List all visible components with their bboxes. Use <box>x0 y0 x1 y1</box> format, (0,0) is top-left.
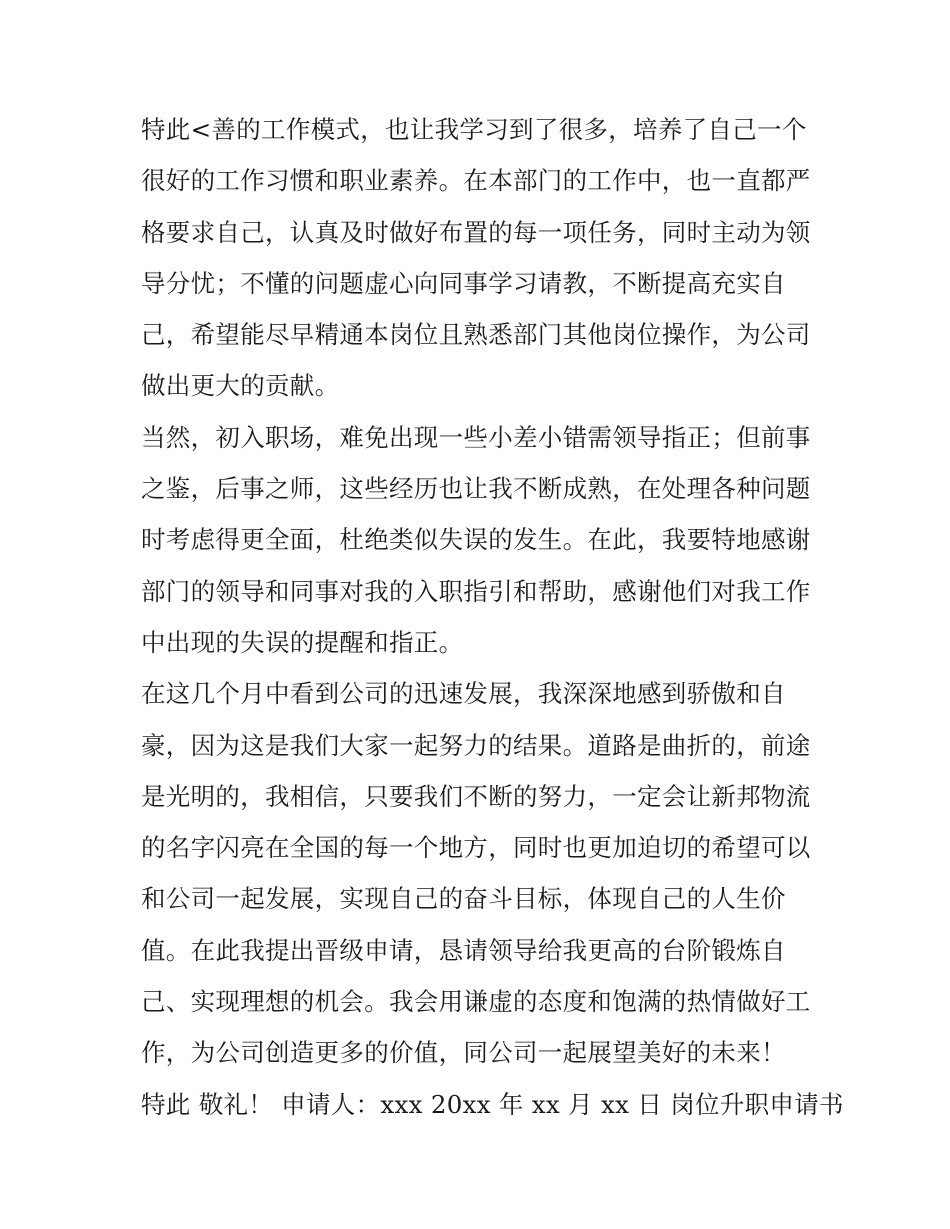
text-line: 之鉴，后事之师，这些经历也让我不断成熟，在处理各种问题 <box>141 474 811 504</box>
text-line: 的名字闪亮在全国的每一个地方，同时也更加迫切的希望可以 <box>141 833 811 863</box>
text-line: 特此<善的工作模式，也让我学习到了很多，培养了自己一个 <box>141 115 807 144</box>
text-line: 己，希望能尽早精通本岗位且熟悉部门其他岗位操作，为公司 <box>141 320 811 350</box>
text-line: 格要求自己，认真及时做好布置的每一项任务，同时主动为领 <box>141 217 811 247</box>
document-body <box>141 104 844 1130</box>
text-line: 值。在此我提出晋级申请，恳请领导给我更高的台阶锻炼自 <box>141 935 786 965</box>
text-line: 己、实现理想的机会。我会用谦虚的态度和饱满的热情做好工 <box>141 987 811 1017</box>
text-line: 豪，因为这是我们大家一起努力的结果。道路是曲折的，前途 <box>141 730 811 760</box>
text-line: 当然，初入职场，难免出现一些小差小错需领导指正；但前事 <box>141 422 811 452</box>
text-line: 做出更大的贡献。 <box>141 371 340 401</box>
text-line: 时考虑得更全面，杜绝类似失误的发生。在此，我要特地感谢 <box>141 525 811 555</box>
text-line: 很好的工作习惯和职业素养。在本部门的工作中，也一直都严 <box>141 166 811 196</box>
signature-line: 特此 敬礼！ 申请人：xxx 20xx 年 xx 月 xx 日 岗位升职申请书 <box>141 1089 844 1119</box>
text-line: 在这几个月中看到公司的迅速发展，我深深地感到骄傲和自 <box>141 679 786 709</box>
text-line: 作，为公司创造更多的价值，同公司一起展望美好的未来！ <box>141 1038 786 1068</box>
text-line: 中出现的失误的提醒和指正。 <box>141 627 464 657</box>
text-line: 是光明的，我相信，只要我们不断的努力，一定会让新邦物流 <box>141 781 811 811</box>
text-line: 和公司一起发展，实现自己的奋斗目标，体现自己的人生价 <box>141 884 786 914</box>
text-line: 导分忧；不懂的问题虚心向同事学习请教，不断提高充实自 <box>141 268 786 298</box>
text-line: 部门的领导和同事对我的入职指引和帮助，感谢他们对我工作 <box>141 576 811 606</box>
